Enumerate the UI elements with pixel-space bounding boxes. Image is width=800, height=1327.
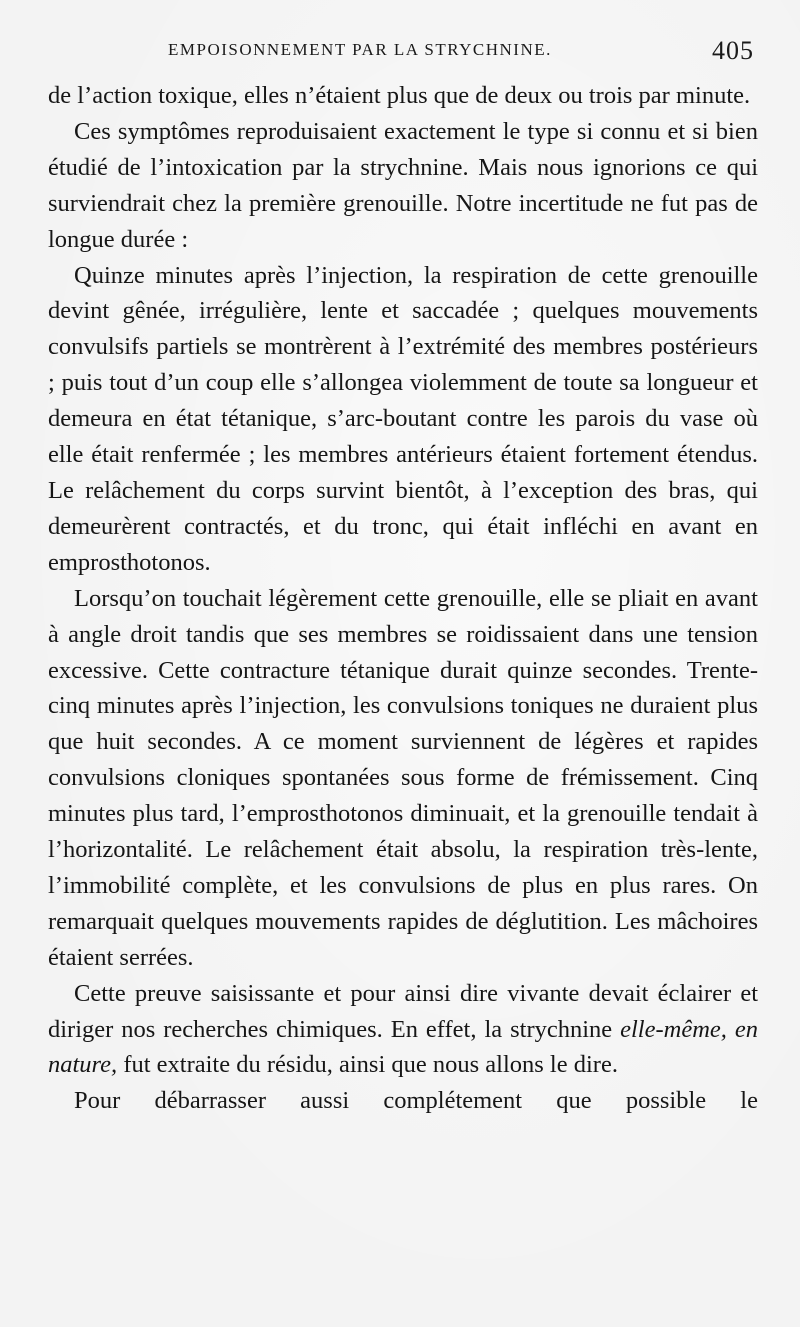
paragraph-symptoms: Ces symptômes reproduisaient exactement le type si connu et si bien étudié de l’intoxication par la strychnine. Mais nous ignorions ce qui surviendrait chez la première grenouille. Notre incertitude ne fut pas de longue durée : (48, 117, 758, 253)
page-header (48, 38, 760, 68)
paragraph-touch-reaction: Lorsqu’on touchait légèrement cette grenouille, elle se pliait en avant à angle droit tandis que ses membres se roidissaient dans une tension excessive. Cette contracture tétanique durait quinze secondes. Trente-cinq minutes après l’injection, les convulsions toniques ne duraient plus que huit secondes. A ce moment surviennent de légères et rapides convulsions cloniques spontanées sous forme de frémissement. Cinq minutes plus tard, l’emprosthotonos diminuait, et la grenouille tendait à l’horizontalité. Le relâchement était absolu, la respiration très-lente, l’immobilité complète, et les convulsions de plus en plus rares. On remarquait quelques mouvements rapides de déglutition. Les mâchoires étaient serrées. (48, 584, 758, 971)
paragraph-chemical-proof-start: Cette preuve saisissante et pour ainsi dire vivante devait éclairer et diriger nos recherches chimiques. En effet, la strychnine (48, 979, 758, 1043)
paragraph-fifteen-minutes: Quinze minutes après l’injection, la respiration de cette grenouille devint gênée, irrégulière, lente et saccadée ; quelques mouvements convulsifs partiels se montrèrent à l’extrémité des membres postérieurs ; puis tout d’un coup elle s’allongea violemment de toute sa longueur et demeura en état tétanique, s’arc-boutant contre les parois du vase où elle était renfermée ; les membres antérieurs étaient fortement étendus. Le relâchement du corps survint bientôt, à l’exception des bras, qui demeurèrent contractés, et du tronc, qui était infléchi en avant en emprosthotonos. (48, 261, 758, 576)
paragraph-chemical-proof (48, 976, 758, 1084)
paragraph-final-line: Pour débarrasser aussi complétement que possible le (74, 1087, 758, 1115)
paragraph-continuation: de l’action toxique, elles n’étaient plus que de deux ou trois par minute. (48, 82, 751, 109)
page-number: 405 (712, 36, 754, 65)
paragraph-chemical-proof-end: fut extraite du résidu, ainsi que nous allons le dire. (117, 1051, 618, 1079)
italic-phrase: elle-même, en nature, (48, 1015, 758, 1079)
body-text (48, 78, 758, 1119)
running-title: EMPOISONNEMENT PAR LA STRYCHNINE. (168, 40, 552, 59)
